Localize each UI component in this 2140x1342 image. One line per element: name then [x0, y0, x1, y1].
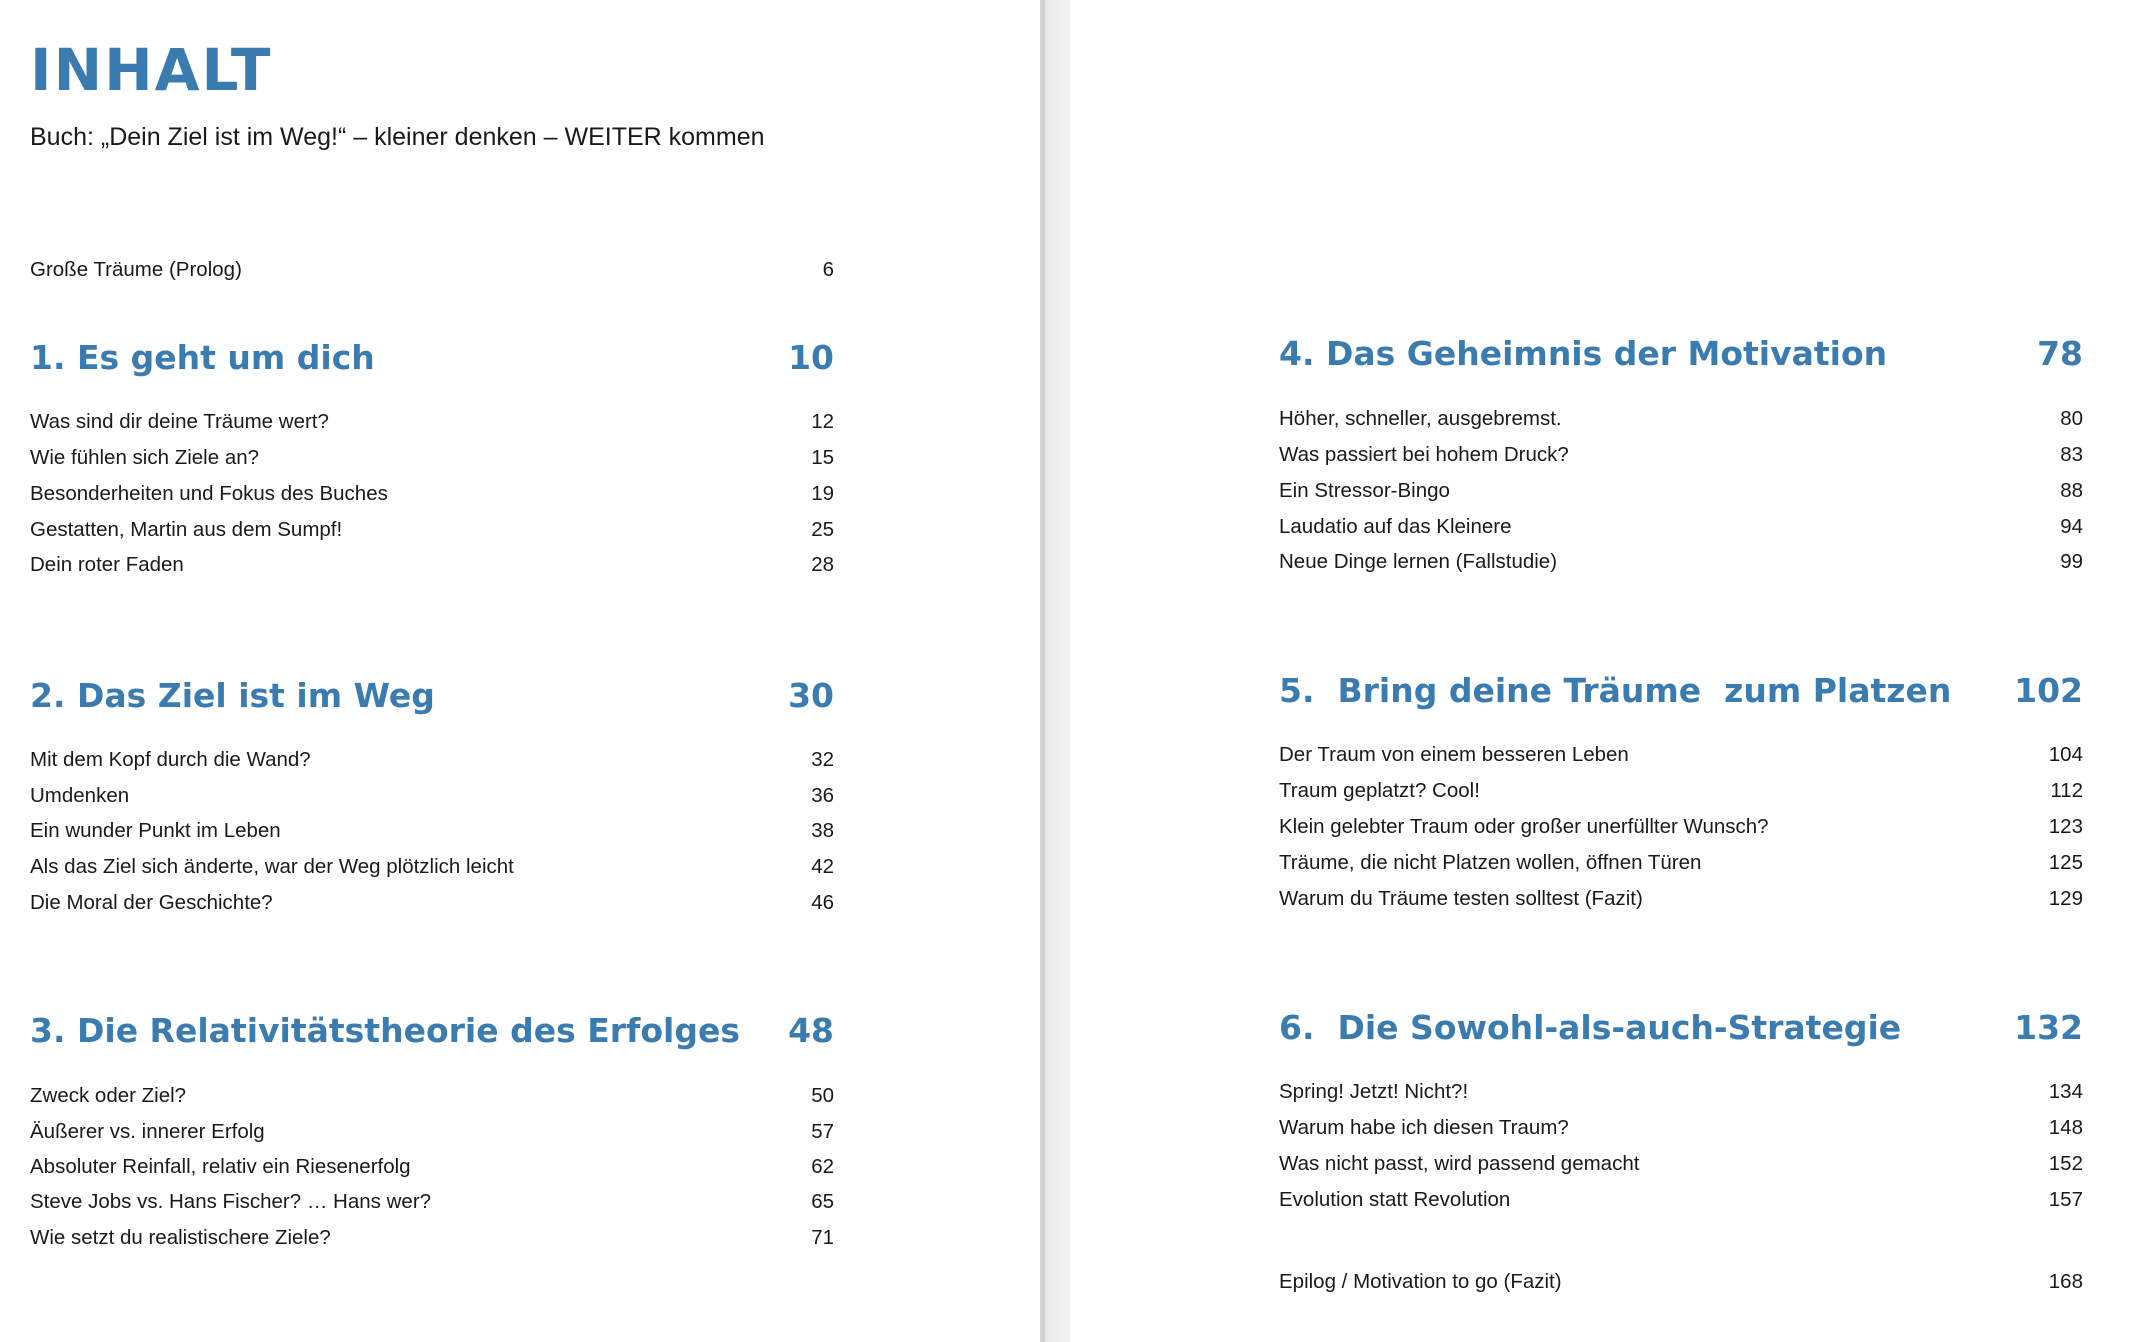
toc-entry — [1279, 443, 2083, 467]
toc-entry — [30, 819, 834, 843]
entry-label: Klein gelebter Traum oder großer unerfüllter Wunsch? — [1279, 815, 1769, 838]
entry-label: Traum geplatzt? Cool! — [1279, 779, 1480, 802]
toc-entry — [30, 1155, 834, 1179]
entry-label: Umdenken — [30, 784, 130, 807]
entry-page: 25 — [811, 518, 834, 541]
entry-page: 157 — [2048, 1188, 2083, 1211]
entry-label: Laudatio auf das Kleinere — [1279, 515, 1512, 538]
chapter-title: 3. Die Relativitätstheorie des Erfolges — [30, 1011, 741, 1050]
entry-page: 125 — [2048, 851, 2083, 874]
chapter-heading-4 — [1279, 334, 2083, 373]
entry-page: 65 — [811, 1190, 834, 1213]
toc-entry — [1279, 743, 2083, 767]
entry-page: 15 — [811, 446, 834, 469]
entry-label: Besonderheiten und Fokus des Buches — [30, 482, 388, 505]
entry-label: Warum habe ich diesen Traum? — [1279, 1116, 1569, 1139]
toc-entry — [30, 748, 834, 772]
entry-label: Große Träume (Prolog) — [30, 258, 242, 281]
entry-label: Neue Dinge lernen (Fallstudie) — [1279, 550, 1558, 573]
entry-page: 46 — [811, 891, 834, 914]
chapter-page: 30 — [788, 676, 834, 715]
chapter-heading-1 — [30, 338, 834, 377]
entry-page: 104 — [2048, 743, 2083, 766]
epilog-entry — [1279, 1270, 2083, 1294]
entry-label: Der Traum von einem besseren Leben — [1279, 743, 1629, 766]
toc-entry — [1279, 779, 2083, 803]
chapter-title: 2. Das Ziel ist im Weg — [30, 676, 435, 715]
toc-entry — [30, 1120, 834, 1144]
toc-entry — [30, 518, 834, 542]
toc-entry — [30, 410, 834, 434]
entry-page: 38 — [811, 819, 834, 842]
entry-label: Ein wunder Punkt im Leben — [30, 819, 281, 842]
chapter-title: 6. Die Sowohl-als-auch-Strategie — [1279, 1008, 1902, 1047]
entry-page: 129 — [2048, 887, 2083, 910]
entry-label: Äußerer vs. innerer Erfolg — [30, 1120, 265, 1143]
entry-label: Was passiert bei hohem Druck? — [1279, 443, 1569, 466]
toc-entry — [30, 482, 834, 506]
entry-label: Was nicht passt, wird passend gemacht — [1279, 1152, 1640, 1175]
toc-entry — [1279, 1152, 2083, 1176]
toc-title: INHALT — [30, 36, 273, 104]
toc-entry — [1279, 407, 2083, 431]
toc-entry — [30, 446, 834, 470]
entry-page: 134 — [2048, 1080, 2083, 1103]
chapter-page: 132 — [2014, 1008, 2083, 1047]
chapter-heading-5 — [1279, 671, 2083, 710]
toc-entry — [30, 1084, 834, 1108]
toc-entry — [30, 891, 834, 915]
entry-label: Steve Jobs vs. Hans Fischer? … Hans wer? — [30, 1190, 432, 1213]
chapter-page: 102 — [2014, 671, 2083, 710]
toc-entry — [1279, 1080, 2083, 1104]
toc-entry — [1279, 550, 2083, 574]
toc-entry — [1279, 515, 2083, 539]
entry-page: 99 — [2060, 550, 2083, 573]
chapter-heading-6 — [1279, 1008, 2083, 1047]
entry-page: 123 — [2048, 815, 2083, 838]
entry-page: 6 — [822, 258, 834, 281]
toc-entry — [30, 553, 834, 577]
entry-label: Epilog / Motivation to go (Fazit) — [1279, 1270, 1562, 1293]
entry-page: 112 — [2050, 779, 2083, 802]
entry-page: 42 — [811, 855, 834, 878]
chapter-page: 48 — [788, 1011, 834, 1050]
chapter-page: 78 — [2037, 334, 2083, 373]
entry-label: Gestatten, Martin aus dem Sumpf! — [30, 518, 343, 541]
chapter-title: 4. Das Geheimnis der Motivation — [1279, 334, 1888, 373]
entry-page: 168 — [2048, 1270, 2083, 1293]
toc-entry — [1279, 815, 2083, 839]
toc-entry — [30, 1190, 834, 1214]
toc-entry — [30, 1226, 834, 1250]
entry-label: Mit dem Kopf durch die Wand? — [30, 748, 311, 771]
entry-page: 50 — [811, 1084, 834, 1107]
entry-label: Was sind dir deine Träume wert? — [30, 410, 329, 433]
entry-page: 28 — [811, 553, 834, 576]
entry-page: 152 — [2048, 1152, 2083, 1175]
toc-entry — [1279, 851, 2083, 875]
book-subtitle: Buch: „Dein Ziel ist im Weg!“ – kleiner denken – WEITER kommen — [30, 123, 765, 151]
toc-entry — [30, 855, 834, 879]
entry-label: Wie fühlen sich Ziele an? — [30, 446, 260, 469]
entry-page: 12 — [811, 410, 834, 433]
entry-page: 36 — [811, 784, 834, 807]
toc-entry — [1279, 479, 2083, 503]
entry-page: 83 — [2060, 443, 2083, 466]
entry-page: 62 — [811, 1155, 834, 1178]
entry-page: 32 — [811, 748, 834, 771]
entry-page: 80 — [2060, 407, 2083, 430]
toc-entry — [1279, 1116, 2083, 1140]
chapter-title: 1. Es geht um dich — [30, 338, 375, 377]
prolog-entry — [30, 258, 834, 282]
chapter-title: 5. Bring deine Träume zum Platzen — [1279, 671, 1952, 710]
entry-label: Die Moral der Geschichte? — [30, 891, 273, 914]
entry-page: 71 — [811, 1226, 834, 1249]
entry-label: Höher, schneller, ausgebremst. — [1279, 407, 1562, 430]
entry-page: 19 — [811, 482, 834, 505]
entry-label: Absoluter Reinfall, relativ ein Riesenerfolg — [30, 1155, 411, 1178]
entry-page: 88 — [2060, 479, 2083, 502]
toc-entry — [30, 784, 834, 808]
entry-label: Als das Ziel sich änderte, war der Weg plötzlich leicht — [30, 855, 514, 878]
entry-label: Wie setzt du realistischere Ziele? — [30, 1226, 331, 1249]
entry-label: Ein Stressor-Bingo — [1279, 479, 1450, 502]
entry-label: Spring! Jetzt! Nicht?! — [1279, 1080, 1469, 1103]
chapter-heading-2 — [30, 676, 834, 715]
chapter-page: 10 — [788, 338, 834, 377]
toc-entry — [1279, 887, 2083, 911]
entry-page: 94 — [2060, 515, 2083, 538]
toc-entry — [1279, 1188, 2083, 1212]
chapter-heading-3 — [30, 1011, 834, 1050]
entry-page: 148 — [2048, 1116, 2083, 1139]
entry-label: Zweck oder Ziel? — [30, 1084, 187, 1107]
entry-label: Dein roter Faden — [30, 553, 184, 576]
page-gutter — [1040, 0, 1070, 1342]
entry-page: 57 — [811, 1120, 834, 1143]
entry-label: Evolution statt Revolution — [1279, 1188, 1511, 1211]
entry-label: Träume, die nicht Platzen wollen, öffnen Türen — [1279, 851, 1702, 874]
entry-label: Warum du Träume testen solltest (Fazit) — [1279, 887, 1643, 910]
